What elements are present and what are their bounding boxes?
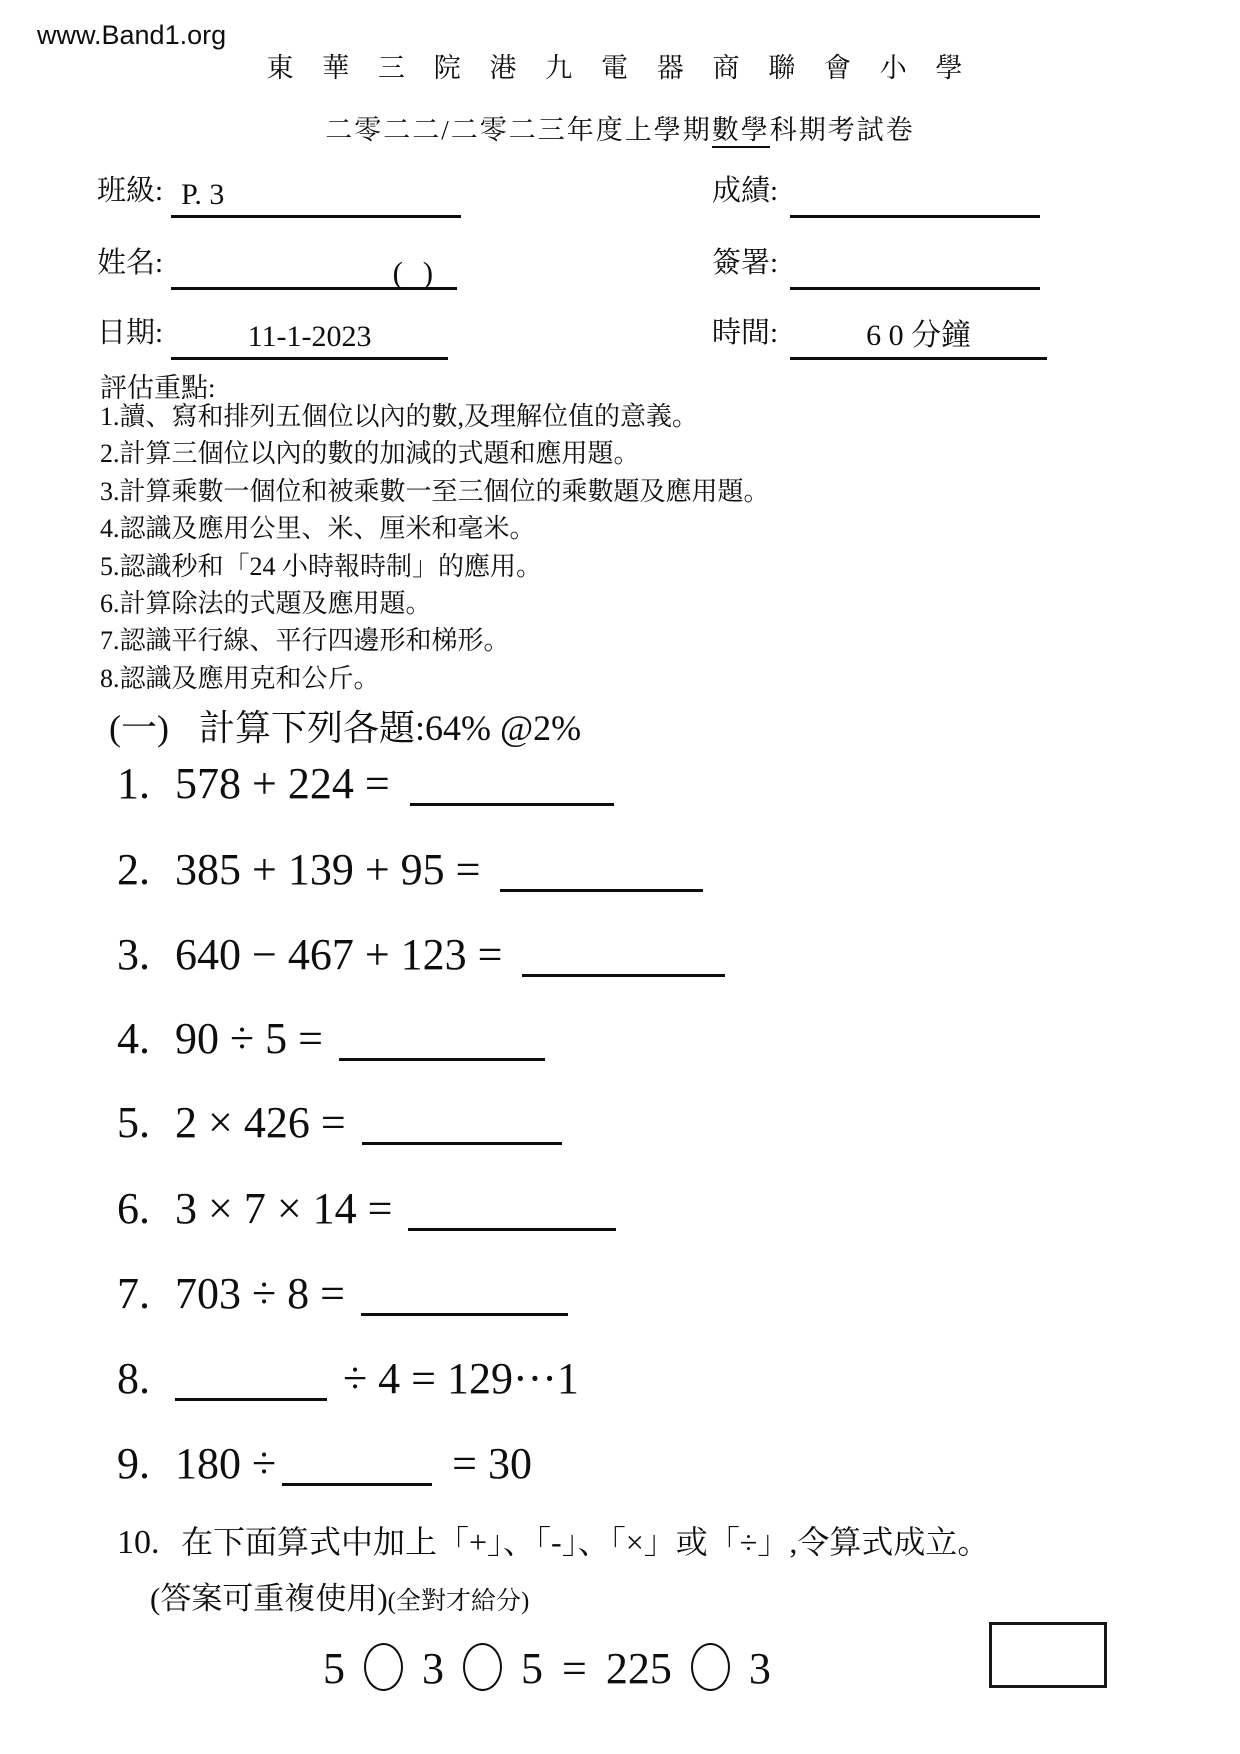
equation-operand-3: 5 [521, 1644, 543, 1693]
section1-heading-text: 計算下列各題:64% @2% [198, 708, 582, 748]
equation-result: 225 [605, 1644, 672, 1693]
school-name-title: 東 華 三 院 港 九 電 器 商 聯 會 小 學 [266, 53, 974, 83]
section1-number: (一) [109, 708, 169, 748]
question-4 [117, 1013, 545, 1064]
question-7-answer-blank [361, 1313, 568, 1316]
question-4-expression: 90 ÷ 5 = [175, 1014, 323, 1063]
question-10-number: 10. [117, 1524, 160, 1561]
question-10-note [150, 1573, 529, 1618]
question-5-expression: 2 × 426 = [175, 1098, 346, 1147]
assessment-item-6: 6.計算除法的式題及應用題。 [100, 589, 432, 619]
question-10 [117, 1517, 989, 1563]
question-6-expression: 3 × 7 × 14 = [175, 1184, 393, 1233]
question-10-equation [323, 1645, 771, 1693]
class-label: 班級: [97, 175, 164, 207]
marks-box [989, 1622, 1107, 1688]
score-label: 成績: [712, 175, 779, 207]
question-10-note-allcorrect: (全對才給分) [387, 1588, 530, 1615]
signature-label: 簽署: [712, 247, 779, 279]
date-label: 日期: [97, 317, 164, 349]
question-9-expression-pre: 180 ÷ [175, 1439, 277, 1488]
question-9-number: 9. [117, 1439, 150, 1488]
question-4-answer-blank [339, 1058, 545, 1061]
time-label: 時間: [712, 317, 779, 349]
question-3-number: 3. [117, 930, 150, 979]
signature-blank-line [790, 233, 1040, 290]
question-2-number: 2. [117, 845, 150, 894]
time-field [712, 306, 1047, 360]
equation-operand-1: 5 [323, 1644, 345, 1693]
question-5 [117, 1097, 562, 1148]
question-1-number: 1. [117, 759, 150, 808]
class-number-paren: ( ) [392, 255, 440, 290]
question-10-text: 在下面算式中加上「+」、「-」、「×」或「÷」,令算式成立。 [181, 1524, 990, 1560]
assessment-item-8: 8.認識及應用克和公斤。 [100, 663, 380, 693]
question-5-answer-blank [362, 1142, 562, 1145]
operator-circle-1 [364, 1643, 403, 1691]
question-2-answer-blank [500, 889, 703, 892]
site-watermark: www.Band1.org [37, 20, 227, 50]
time-value: 6 0 分鐘 [866, 319, 972, 352]
question-4-number: 4. [117, 1014, 150, 1063]
equation-operand-4: 3 [748, 1644, 771, 1693]
question-9-expression-post: = 30 [452, 1439, 532, 1488]
question-8-number: 8. [117, 1354, 150, 1403]
date-field [97, 306, 448, 360]
class-value: P. 3 [181, 178, 225, 211]
section1-heading [109, 700, 581, 751]
assessment-item-7: 7.認識平行線、平行四邊形和梯形。 [100, 626, 510, 656]
exam-title-post: 科期考試卷 [769, 115, 915, 145]
equation-equals-sign: = [562, 1644, 587, 1693]
question-9 [117, 1438, 532, 1489]
question-6 [117, 1183, 616, 1234]
name-blank-line [171, 233, 457, 290]
class-blank-line [171, 161, 461, 218]
assessment-item-4: 4.認識及應用公里、米、厘米和毫米。 [100, 514, 536, 544]
operator-circle-3 [691, 1643, 730, 1691]
question-6-number: 6. [117, 1184, 150, 1233]
question-8 [117, 1353, 579, 1404]
question-3-answer-blank [522, 974, 725, 977]
assessment-item-3: 3.計算乘數一個位和被乘數一至三個位的乘數題及應用題。 [100, 476, 770, 506]
date-value: 11-1-2023 [247, 320, 372, 353]
equation-operand-2: 3 [422, 1644, 444, 1693]
question-2 [117, 844, 703, 895]
assessment-item-2: 2.計算三個位以內的數的加減的式題和應用題。 [100, 439, 640, 469]
date-blank-line [171, 303, 448, 360]
score-blank-line [790, 161, 1040, 218]
score-field [712, 164, 1040, 218]
exam-title-pre: 二零二二/二零二三年度上學期 [325, 115, 712, 145]
question-1-expression: 578 + 224 = [175, 759, 390, 808]
question-8-answer-blank [175, 1398, 327, 1401]
question-3-expression: 640 − 467 + 123 = [175, 930, 503, 979]
question-5-number: 5. [117, 1098, 150, 1147]
question-3 [117, 929, 725, 980]
question-7-expression: 703 ÷ 8 = [175, 1269, 345, 1318]
section1-heading-gap [169, 700, 199, 751]
exam-title [0, 108, 1240, 147]
question-7-number: 7. [117, 1269, 150, 1318]
question-8-expression: ÷ 4 = 129···1 [343, 1354, 579, 1403]
question-1 [117, 758, 614, 809]
assessment-heading: 評估重點: [100, 373, 216, 403]
signature-field [712, 236, 1040, 290]
assessment-list [100, 398, 770, 697]
question-2-expression: 385 + 139 + 95 = [175, 845, 481, 894]
name-field [97, 236, 457, 290]
name-label: 姓名: [97, 247, 164, 279]
question-10-note-repeat: (答案可重複使用) [150, 1581, 388, 1616]
question-1-answer-blank [410, 803, 614, 806]
time-blank-line [790, 303, 1047, 360]
question-9-answer-blank [282, 1483, 432, 1486]
question-7 [117, 1268, 568, 1319]
question-6-answer-blank [408, 1228, 616, 1231]
class-field [97, 164, 461, 218]
assessment-item-1: 1.讀、寫和排列五個位以內的數,及理解位值的意義。 [100, 402, 699, 431]
operator-circle-2 [463, 1643, 502, 1691]
exam-title-subject: 數學 [712, 115, 770, 148]
assessment-item-5: 5.認識秒和「24 小時報時制」的應用。 [100, 551, 543, 581]
